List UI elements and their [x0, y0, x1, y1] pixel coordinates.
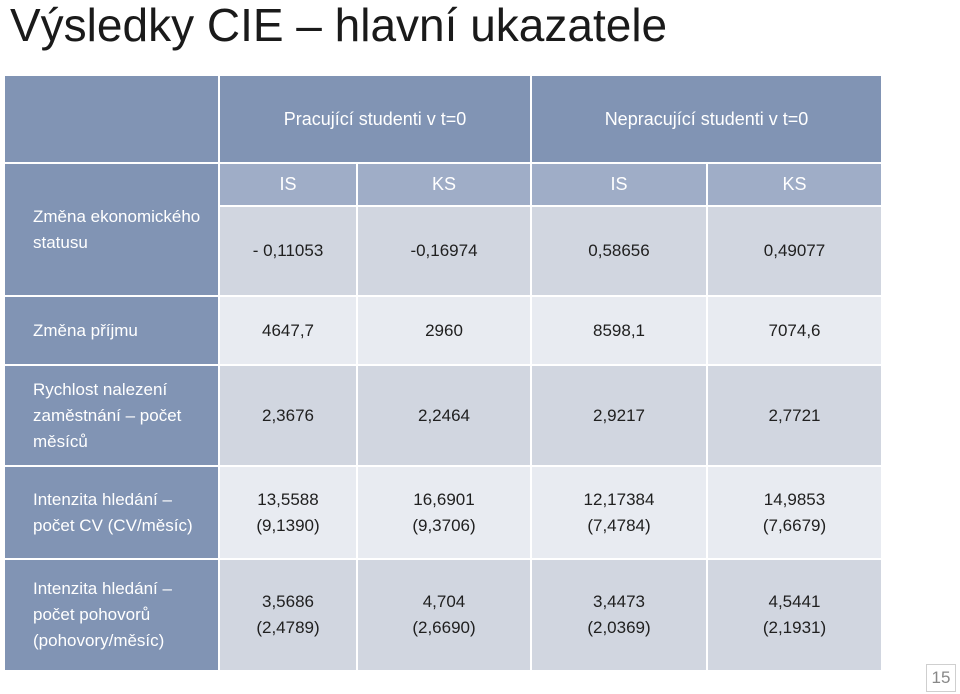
table-cell: 4,5441 (2,1931) — [708, 560, 881, 670]
table-cell: 14,9853 (7,6679) — [708, 467, 881, 558]
row-label-status: Změna ekonomického statusu — [5, 164, 218, 295]
page-title: Výsledky CIE – hlavní ukazatele — [10, 0, 668, 51]
results-table — [5, 76, 881, 666]
table-cell: 2,7721 — [708, 366, 881, 465]
table-cell: 3,4473 (2,0369) — [532, 560, 706, 670]
table-cell: 12,17384 (7,4784) — [532, 467, 706, 558]
table-corner — [5, 76, 218, 162]
table-cell: 2960 — [358, 297, 530, 364]
table-cell: -0,16974 — [358, 207, 530, 295]
table-cell: 2,9217 — [532, 366, 706, 465]
table-cell: 8598,1 — [532, 297, 706, 364]
table-cell: 13,5588 (9,1390) — [220, 467, 356, 558]
subheader-is-nonworking: IS — [532, 164, 706, 205]
table-cell: 0,58656 — [532, 207, 706, 295]
table-cell: 2,3676 — [220, 366, 356, 465]
subheader-ks-nonworking: KS — [708, 164, 881, 205]
row-label-speed: Rychlost nalezení zaměstnání – počet měsíců — [5, 366, 218, 465]
table-cell: - 0,11053 — [220, 207, 356, 295]
table-cell: 0,49077 — [708, 207, 881, 295]
table-cell: 4,704 (2,6690) — [358, 560, 530, 670]
subheader-ks-working: KS — [358, 164, 530, 205]
row-label-interviews: Intenzita hledání – počet pohovorů (pohovory/měsíc) — [5, 560, 218, 670]
group-header-working: Pracující studenti v t=0 — [220, 76, 530, 162]
table-cell: 7074,6 — [708, 297, 881, 364]
row-label-cv: Intenzita hledání – počet CV (CV/měsíc) — [5, 467, 218, 558]
subheader-is-working: IS — [220, 164, 356, 205]
table-cell: 16,6901 (9,3706) — [358, 467, 530, 558]
page-number: 15 — [926, 664, 956, 692]
row-label-income: Změna příjmu — [5, 297, 218, 364]
table-cell: 3,5686 (2,4789) — [220, 560, 356, 670]
table-cell: 4647,7 — [220, 297, 356, 364]
table-cell: 2,2464 — [358, 366, 530, 465]
group-header-nonworking: Nepracující studenti v t=0 — [532, 76, 881, 162]
